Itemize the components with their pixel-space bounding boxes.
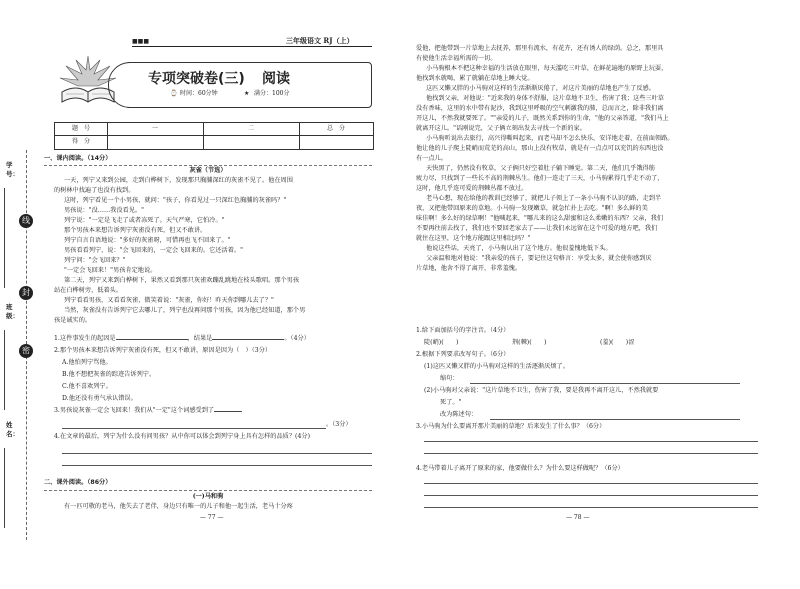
q4-answer-line[interactable]	[424, 495, 758, 496]
story-line: 他说这些话，天亮了，小马驹认出了这个地方。他很羞愧地低下头。	[426, 245, 612, 252]
q3-answer-line[interactable]	[214, 411, 242, 412]
story-line: 他找到水就喝，累了就躺在草地上睡大觉。	[416, 75, 534, 82]
seal-seal: 封	[19, 286, 33, 300]
q2-sentence-2b: 死了。"	[440, 399, 462, 406]
table-row-label: 得 分	[71, 138, 90, 145]
passage-line: 的树林中找遍了也没有找到。	[54, 187, 135, 194]
header-dots: ■■■	[132, 38, 150, 45]
q3-points: 。（3分）	[326, 421, 352, 428]
q2-option-d[interactable]: D.他还没有勇气承认错误。	[62, 395, 137, 402]
class-label: 班级：	[6, 303, 19, 320]
q2-statement-line[interactable]	[490, 419, 740, 420]
time-label: 时间：60分钟	[180, 90, 218, 97]
question-4: 4.在文章的最后，列宁为什么没有问男孩？从中你可以体会到列宁身上具有怎样的品质？(4分)	[54, 433, 310, 440]
q3-answer-line-2[interactable]	[62, 428, 326, 429]
q2-condense-label: 缩句：	[440, 375, 459, 382]
story-line: 味佳啊！多么好的绿草啊！"他喊起来，"哪儿来的这么甜蜜和这么柔嫩的东西？父亲，我们	[416, 215, 664, 222]
class-line[interactable]	[4, 330, 5, 410]
r-question-1: 1.给下面加括号的字注音。（4分）	[416, 327, 510, 334]
table-header-cell: 二	[247, 125, 254, 132]
score-cell-total[interactable]	[299, 135, 373, 149]
q1-answer-result[interactable]	[212, 339, 284, 340]
table-header-cell: 总 分	[326, 125, 345, 132]
passage-line: 这时，列宁看见一个小男孩，就问："孩子，你看见过一只深红色胸脯的灰雀吗？"	[64, 197, 287, 204]
passage-line: 列宁看看男孩，又看看灰雀，微笑着说："灰雀，你好！昨天你到哪儿去了？"	[64, 297, 274, 304]
clock-icon: ⌚	[170, 90, 178, 97]
q4-answer-line[interactable]	[62, 453, 372, 454]
story-line: 疲力尽，只找到了一些长不高的荆棘丛生。他们一连走了三天，小马驹累得几乎走不动了，	[416, 175, 664, 182]
story-line: 没有香味，这里的水中带有泥沙，我到这里呼吸的空气刺激我的肺，总而言之，除非我们离	[416, 105, 664, 112]
star-icon: ★	[244, 90, 250, 97]
q4-answer-line[interactable]	[62, 465, 372, 466]
pinyin-item-2[interactable]: 荆(棘)( )	[512, 339, 547, 346]
table-header-cell: 一	[151, 125, 158, 132]
passage-line: 当然，灰雀没有告诉列宁它去哪儿了，列宁也没再问那个男孩，因为他已经知道，那个男	[64, 307, 306, 314]
q2-sentence-1: (1)这匹又懒又胖的小马驹对这样的生活逐渐厌烦了。	[424, 363, 569, 370]
passage-line: 列宁自言自语地说："多好的灰雀呀，可惜再也飞不回来了。"	[64, 237, 231, 244]
q2-condense-line[interactable]	[470, 383, 740, 384]
section1-header: 一、课内阅读。（14分）	[44, 155, 112, 162]
passage-body	[54, 176, 372, 326]
name-line[interactable]	[4, 448, 5, 528]
pinyin-item-1[interactable]: 陡(峭)( )	[424, 339, 459, 346]
name-label: 姓名：	[6, 421, 19, 438]
passage-line: 男孩看看列宁，说："会飞回来的，一定会飞回来的。它还活着。"	[64, 247, 243, 254]
story-line: 他找到父亲，对他说："近来我的身体不舒服，这片草地不卫生，伤害了我；这些三叶草	[426, 95, 664, 102]
score-cell-1[interactable]	[107, 135, 203, 149]
table-header-cell: 题 号	[71, 125, 90, 132]
story-line: 就住在这里，这个地方能跟这里相比吗？"	[416, 235, 531, 242]
passage-line: 站在白桦树旁，低着头。	[54, 287, 123, 294]
question-1: 1.这件事发生的起因是 ，结果是 。（4分）	[54, 335, 310, 342]
q1-answer-cause[interactable]	[116, 339, 188, 340]
r-question-3: 3.小马驹为什么要离开那片美丽的草地？后来发生了什么事？（6分）	[416, 423, 606, 430]
q4-answer-line[interactable]	[424, 483, 758, 484]
page-subtitle: 阅读	[262, 71, 290, 87]
r-question-2: 2.根据下列要求改写句子。（6分）	[416, 351, 510, 358]
story-line: 这匹又懒又胖的小马驹对这样的生活渐渐厌倦了，对这片美丽的草地也产生了反感。	[426, 85, 655, 92]
section-divider	[44, 490, 372, 491]
story-line: 老马心想，现在给他的教训已经够了，就把儿子领上了一条小马驹不认识的路，走到半	[426, 195, 662, 202]
passage-line: 一天，列宁又来到公园，走到白桦树下，发现那只胸脯深红的灰雀不见了。他在周围	[64, 177, 293, 184]
grade-label: 三年级语文 RJ（上）	[286, 36, 354, 45]
q4-answer-line[interactable]	[424, 507, 758, 508]
passage-line: 男孩说："没……我没看见。"	[64, 207, 144, 214]
passage-line: "一定会飞回来！"男孩肯定地说。	[64, 267, 157, 274]
story-line: 有一点儿。	[416, 155, 447, 162]
question-3: 3.男孩说灰雀一定会飞回来！我们从"一定"这个词感受到了	[54, 406, 242, 416]
story-line: 不要再往前去找了，我们也不要回老家去了——让我们永远留在这个可爱的地方吧，我们	[416, 225, 658, 232]
story-line: 爱他，把他带到一片草地上去抚养，那里有流水，有花卉，还有诱人的绿荫。总之，那里具	[416, 45, 664, 52]
score-label: 满分：100分	[254, 90, 290, 97]
page-number-right: — 78 —	[566, 514, 590, 521]
score-table	[54, 122, 374, 150]
r-question-4: 4.老马带着儿子离开了原来的家，他要做什么？为什么要这样做呢？（6分）	[416, 465, 624, 472]
story-line: 天快黑了，仍然没有牧草，父子俩只好空着肚子躺下睡觉。第二天，他们几乎饿得筋	[426, 165, 655, 172]
story-line: 这时，他几乎连可爱的荆棘丛都不放过。	[416, 185, 528, 192]
passage-line: 列宁问："会飞回来？"	[64, 257, 126, 264]
seal-secret: 密	[19, 344, 33, 358]
q2-option-a[interactable]: A.他怕列宁骂他。	[62, 359, 112, 366]
story-line: 开这儿，不然我就要死了。""亲爱的儿子，既然关系到你的生命，"他的父亲答道，"我们马上	[416, 115, 669, 122]
section2-header: 二、课外阅读。（86分）	[44, 479, 112, 486]
q2-sentence-2: (2)小马驹对父亲说："这片草地不卫生，伤害了我，要是我再不离开这儿，不然我就要	[424, 387, 659, 394]
q2-option-c[interactable]: C.他不喜欢列宁。	[62, 383, 112, 390]
passage-line: 第二天，列宁又来到白桦树下，果然又看到那只灰雀欢蹦乱跳地在枝头歌唱。那个男孩	[64, 277, 300, 284]
q3-answer-line[interactable]	[424, 453, 758, 454]
q3-answer-line[interactable]	[424, 441, 758, 442]
seal-line: 线	[19, 214, 33, 228]
pinyin-item-3[interactable]: (羞)( )涩	[600, 339, 635, 346]
story-line: 有使他生活幸福所需的一切。	[416, 55, 497, 62]
passage-title: 灰雀（节选）	[189, 167, 227, 174]
passage-line: 那个男孩本来想告诉列宁灰雀没有死，但又不敢讲。	[64, 227, 207, 234]
story-line: 小马驹根本不把这种幸福的生活放在眼里，每天滥吃三叶草，在鲜花遍地的原野上玩耍，	[426, 65, 668, 72]
q2-option-b[interactable]: B.他不想把灰雀的踪迹告诉列宁。	[62, 371, 156, 378]
student-number-label: 学号：	[6, 161, 19, 178]
reading-title: (一)马和驹	[192, 493, 224, 500]
reading-first-line: 有一匹可敬的老马，他失去了老伴，身边只有唯一的儿子和他一起生活，老马十分疼	[64, 503, 293, 510]
question-2: 2.那个男孩本来想告诉列宁灰雀没有死，但又不敢讲，原因是因为（ ）（3分）	[54, 347, 272, 354]
story-line: 片草地，他舍不得了离开，非常羞愧。	[416, 265, 522, 272]
q2-statement-label: 改为陈述句：	[440, 411, 478, 418]
story-line: 夜，又把他带回原来的草地。小马驹一发现嫩草，就急忙扑上去吃。"啊！多么鲜的美	[416, 205, 648, 212]
story-line: 他让他的儿子爬上陡峭而荒芜的高山，那山上没有牧草，就是有一点点可以充饥的东西也没	[416, 145, 664, 152]
story-line: 小马驹听说出去旅行，高兴得嘶叫起来，而老马却不怎么快乐，安详地走着，在前面领路。	[426, 135, 674, 142]
page-number-left: — 77 —	[200, 514, 224, 521]
header-rule	[132, 46, 372, 47]
story-line: 父亲温和地对他说："我亲爱的孩子，要记住这句格言：享受太多，就会使你感到厌	[426, 255, 652, 262]
student-number-line[interactable]	[4, 188, 5, 288]
page-title: 专项突破卷(三)	[148, 71, 245, 87]
story-continued	[416, 44, 762, 274]
passage-line: 列宁说："一定是飞走了或者冻死了。天气严寒，它怕冷。"	[64, 217, 225, 224]
passage-line: 孩是诚实的。	[54, 317, 92, 324]
score-cell-2[interactable]	[203, 135, 299, 149]
story-line: 就离开这儿。"话刚说完，父子俩立刻出发去寻找一个新的家。	[416, 125, 586, 132]
